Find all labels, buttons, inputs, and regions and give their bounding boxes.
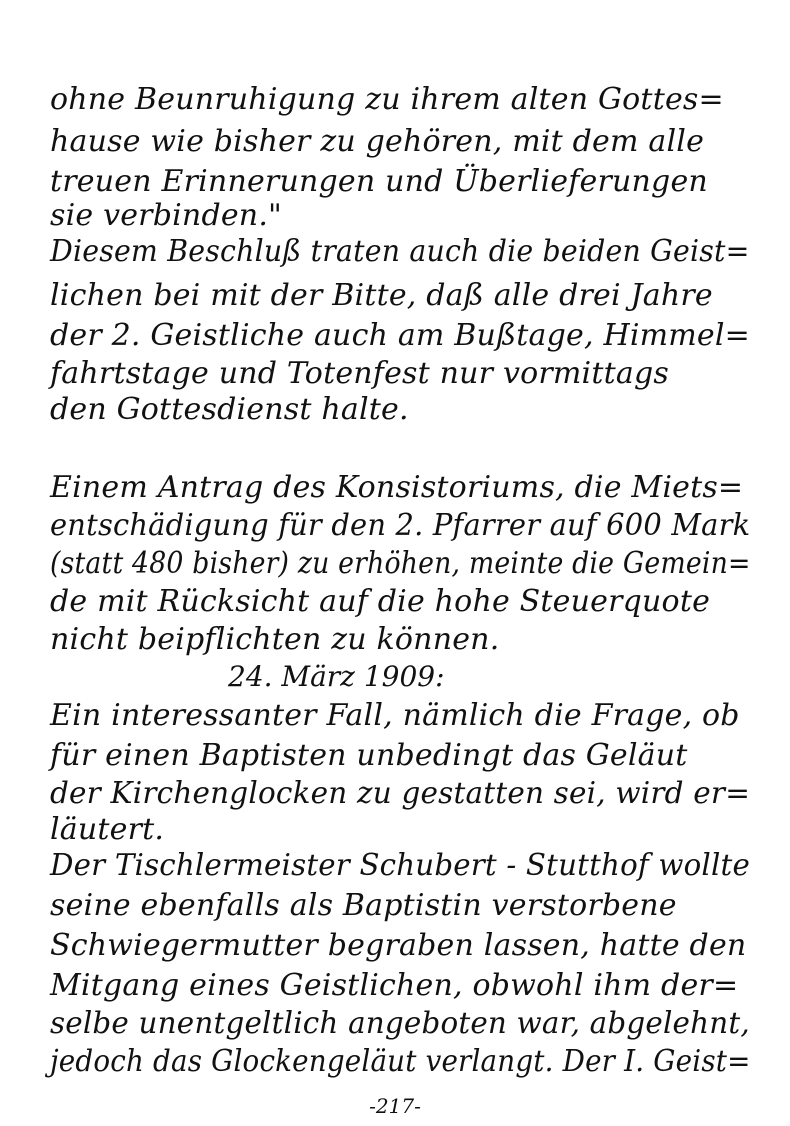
- text-line: de mit Rücksicht auf die hohe Steuerquote: [50, 584, 711, 619]
- text-line: Schwiegermutter begraben lassen, hatte den: [50, 928, 747, 963]
- text-line: nicht beipflichten zu können.: [50, 622, 500, 657]
- text-line: lichen bei mit der Bitte, daß alle drei Jahre: [50, 278, 713, 313]
- text-line: den Gottesdienst halte.: [50, 392, 409, 427]
- text-line: für einen Baptisten unbedingt das Geläut: [50, 738, 688, 773]
- text-line: (statt 480 bisher) zu erhöhen, meinte die Gemein=: [50, 546, 751, 581]
- text-line: seine ebenfalls als Baptistin verstorbene: [50, 888, 677, 923]
- text-line: fahrtstage und Totenfest nur vormittags: [50, 356, 669, 391]
- text-line: Der Tischlermeister Schubert - Stutthof wollte: [50, 848, 750, 883]
- text-line: ohne Beunruhigung zu ihrem alten Gottes=: [50, 82, 724, 117]
- text-line: jedoch das Glockengeläut verlangt. Der I. Geist=: [50, 1044, 751, 1079]
- text-line: entschädigung für den 2. Pfarrer auf 600 Mark: [50, 508, 751, 543]
- date-heading: 24. März 1909:: [228, 660, 445, 693]
- text-line: der Kirchenglocken zu gestatten sei, wird er=: [50, 776, 751, 811]
- text-line: selbe unentgeltlich angeboten war, abgelehnt,: [50, 1006, 750, 1041]
- text-line: der 2. Geistliche auch am Bußtage, Himmel=: [50, 318, 751, 353]
- text-line: treuen Erinnerungen und Überlieferungen: [50, 164, 708, 199]
- text-line: Diesem Beschluß traten auch die beiden Geist=: [50, 234, 750, 269]
- text-line: hause wie bisher zu gehören, mit dem alle: [50, 124, 705, 159]
- text-line: sie verbinden.": [50, 198, 283, 233]
- text-line: läutert.: [50, 812, 165, 847]
- text-line: Mitgang eines Geistlichen, obwohl ihm der=: [50, 968, 739, 1003]
- page-number: -217-: [369, 1094, 421, 1118]
- text-line: Einem Antrag des Konsistoriums, die Miets=: [50, 470, 744, 505]
- text-line: Ein interessanter Fall, nämlich die Frage, ob: [50, 698, 740, 733]
